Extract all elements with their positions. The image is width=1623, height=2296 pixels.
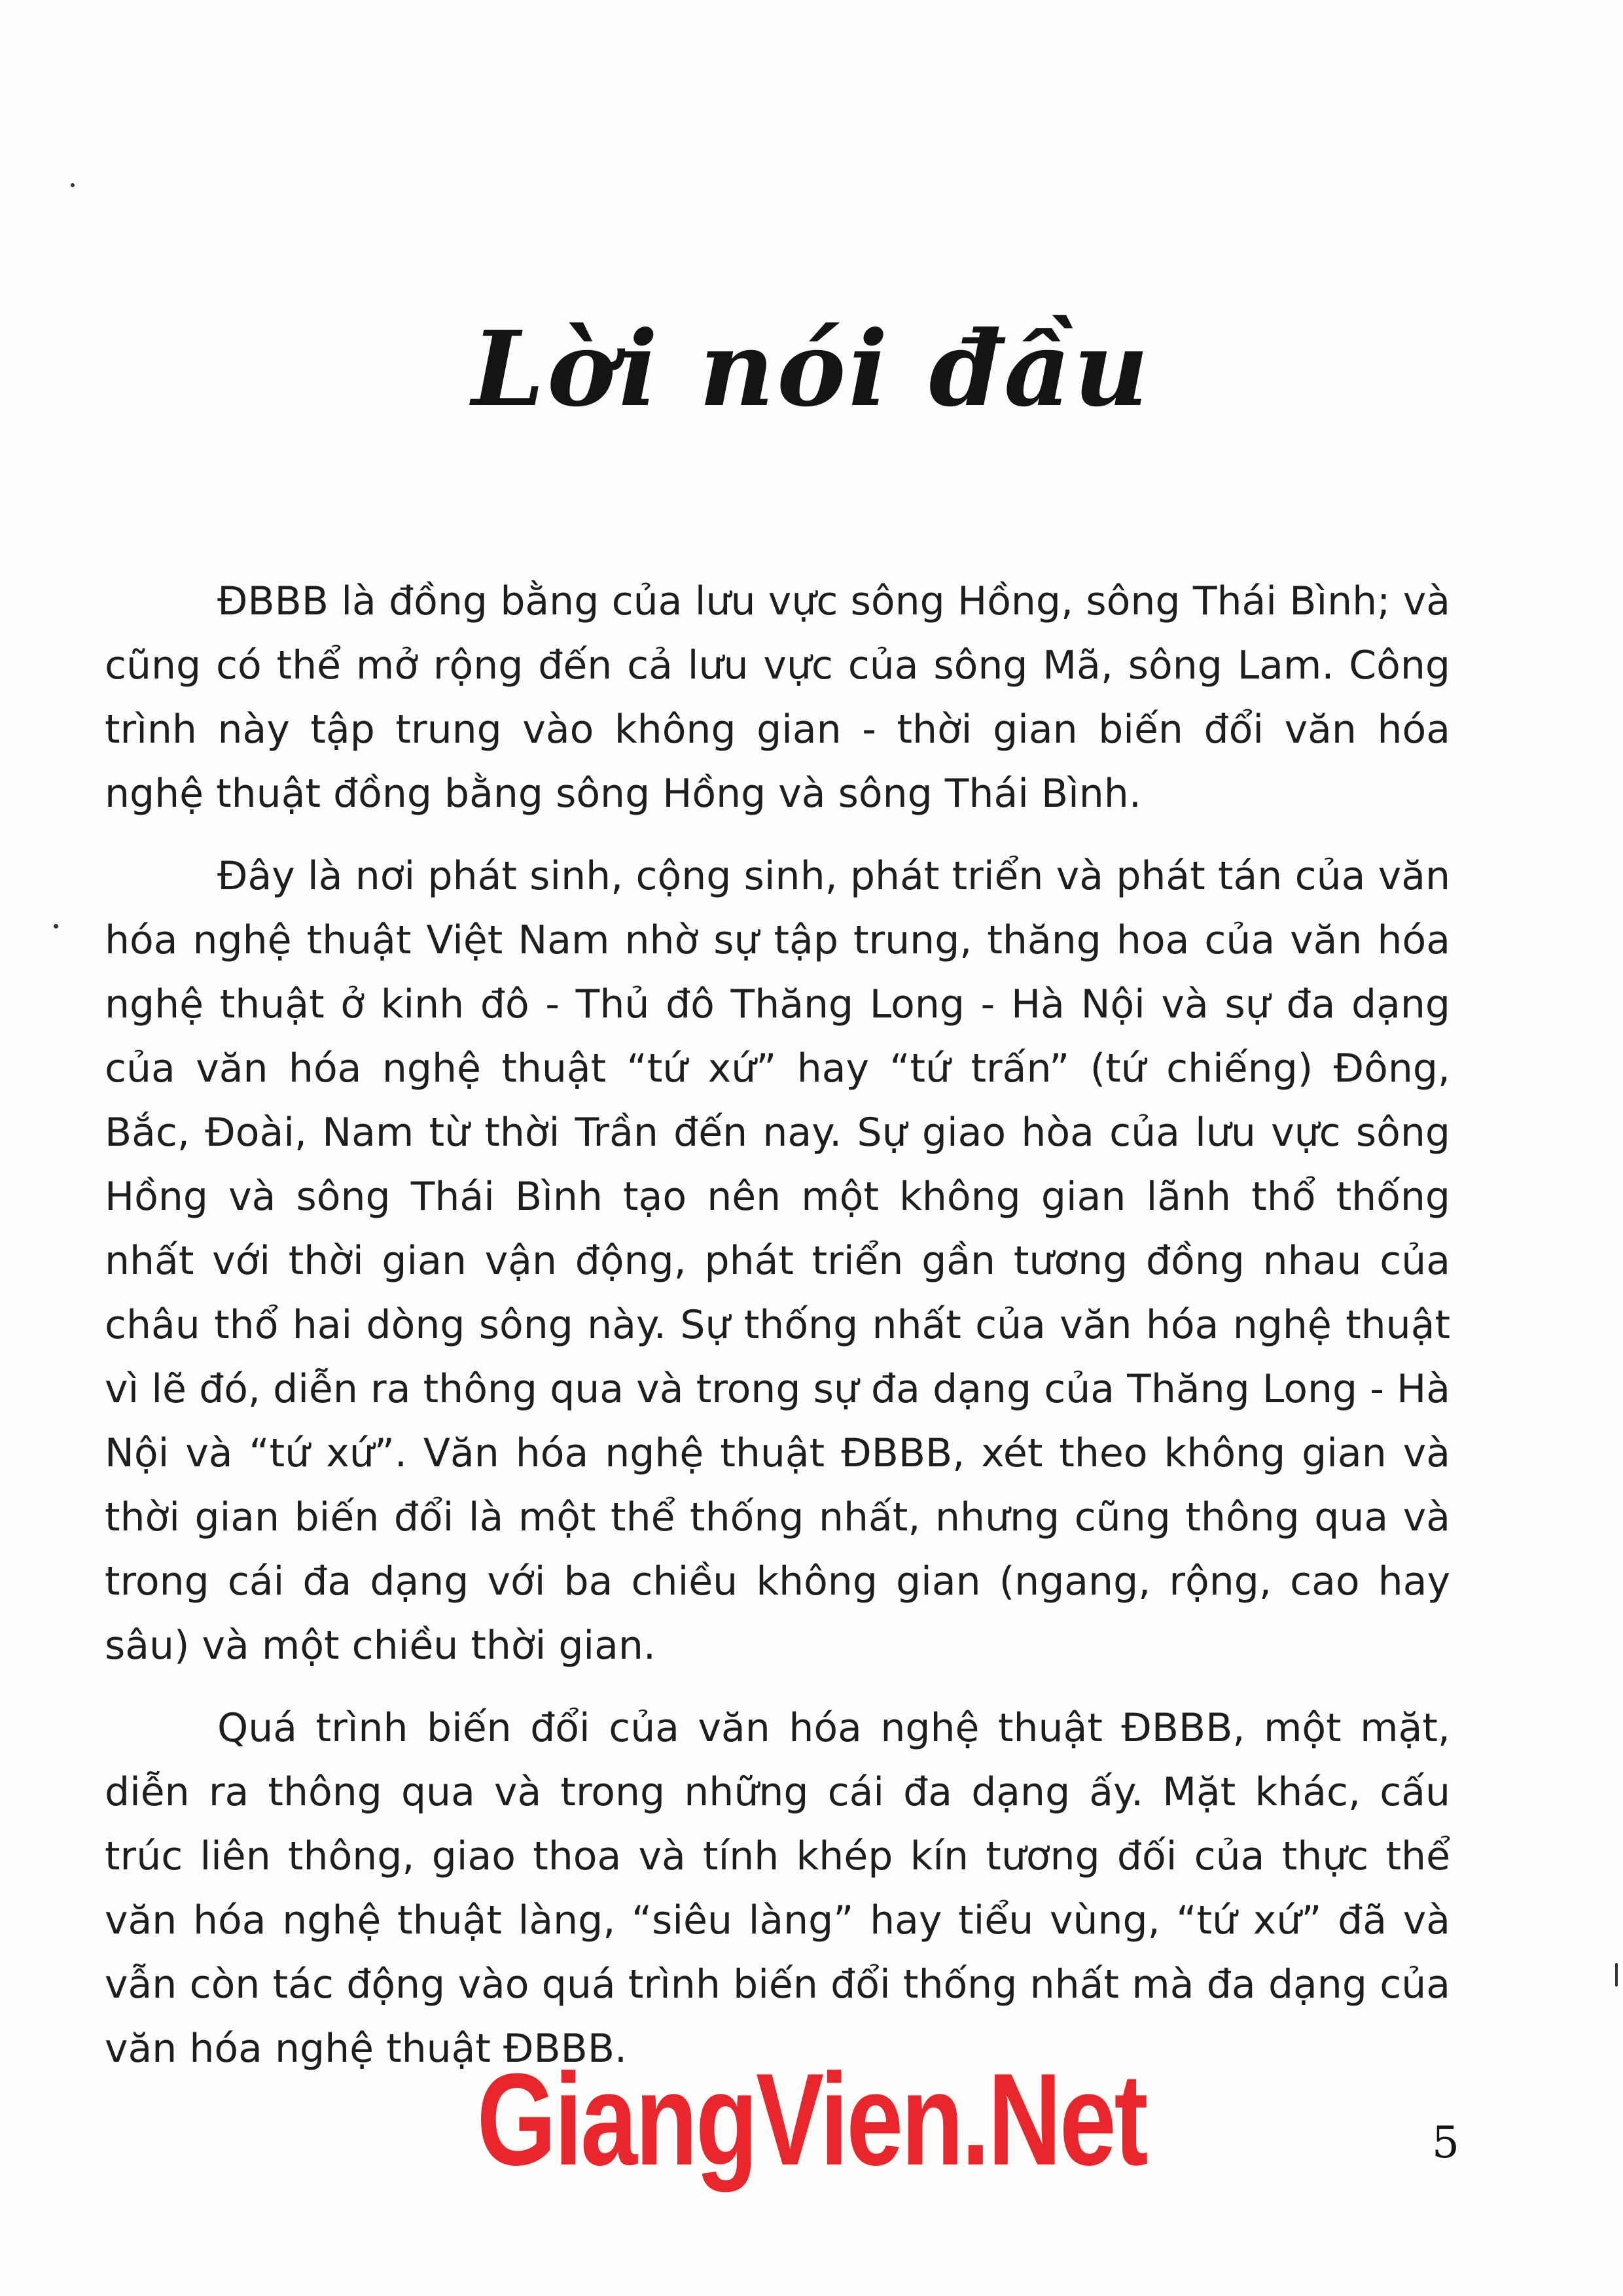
paragraph: Quá trình biến đổi của văn hóa nghệ thuật ĐBBB, một mặt, diễn ra thông qua và trong những cái đa dạng ấy. Mặt khác, cấu trúc liên thông, giao thoa và tính khép kín tương đối của thực thể văn hóa nghệ thuật làng, “siêu làng” hay tiểu vùng, “tứ xứ” đã và vẫn còn tác động vào quá trình biến đổi thống nhất mà đa dạng của văn hóa nghệ thuật ĐBBB.: [105, 1705, 1450, 2072]
body-text: [105, 569, 1450, 2099]
scan-speck: [1615, 1963, 1618, 1987]
page-number: 5: [1432, 2117, 1459, 2168]
paragraph: ĐBBB là đồng bằng của lưu vực sông Hồng, sông Thái Bình; và cũng có thể mở rộng đến cả lưu vực của sông Mã, sông Lam. Công trình này tập trung vào không gian - thời gian biến đổi văn hóa nghệ thuật đồng bằng sông Hồng và sông Thái Bình.: [105, 578, 1450, 817]
watermark: GiangVien.Net: [476, 2047, 1147, 2193]
paragraph: Đây là nơi phát sinh, cộng sinh, phát triển và phát tán của văn hóa nghệ thuật Việt Nam nhờ sự tập trung, thăng hoa của văn hóa nghệ thuật ở kinh đô - Thủ đô Thăng Long - Hà Nội và sự đa dạng của văn hóa nghệ thuật “tứ xứ” hay “tứ trấn” (tứ chiếng) Đông, Bắc, Đoài, Nam từ thời Trần đến nay. Sự giao hòa của lưu vực sông Hồng và sông Thái Bình tạo nên một không gian lãnh thổ thống nhất với thời gian vận động, phát triển gần tương đồng nhau của châu thổ hai dòng sông này. Sự thống nhất của văn hóa nghệ thuật vì lẽ đó, diễn ra thông qua và trong sự đa dạng của Thăng Long - Hà Nội và “tứ xứ”. Văn hóa nghệ thuật ĐBBB, xét theo không gian và thời gian biến đổi là một thể thống nhất, nhưng cũng thông qua và trong cái đa dạng với ba chiều không gian (ngang, rộng, cao hay sâu) và một chiều thời gian.: [105, 853, 1450, 1669]
scan-speck: [54, 924, 58, 928]
scan-speck: [71, 183, 75, 187]
page-title: Lời nói đầu: [471, 309, 1152, 430]
